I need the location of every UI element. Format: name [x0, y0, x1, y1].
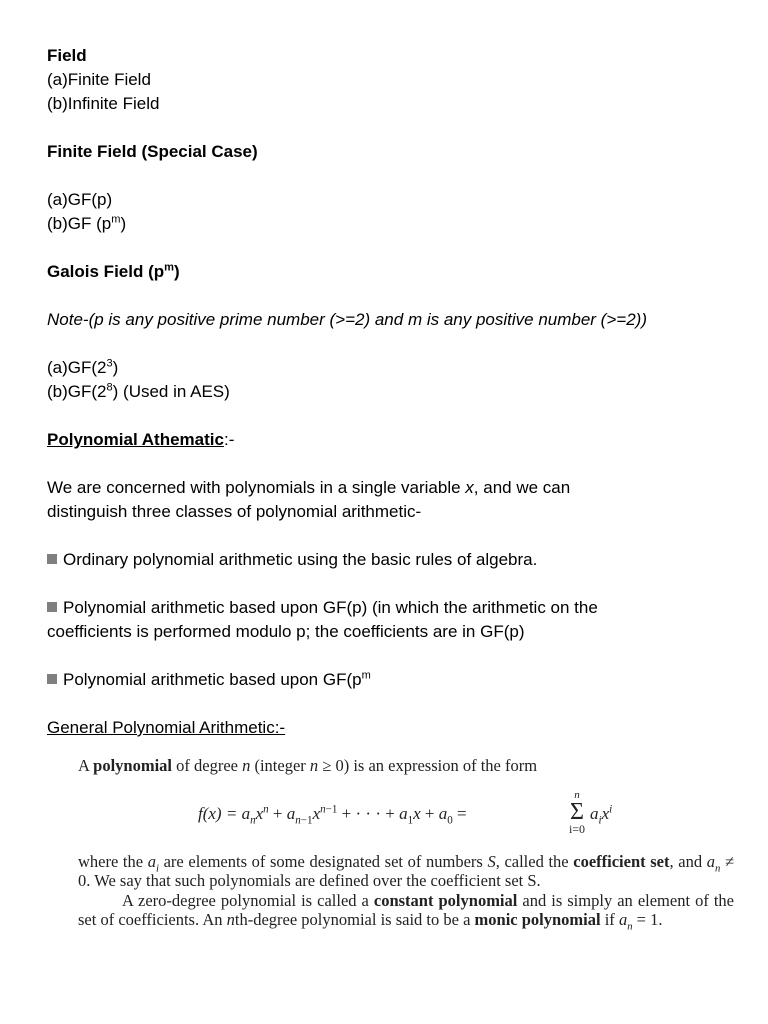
galois-item-gf28: $(b)GF(2^8)$ (Used in AES)	[47, 381, 230, 401]
galois-item-gf23: $(a)GF(2^3)$	[47, 357, 119, 377]
summation-sign: n Σ i=0	[568, 788, 586, 836]
polynomial-formula	[78, 786, 734, 848]
finite-special-heading: Finite Field (Special Case)	[47, 142, 258, 161]
polynomial-intro-line-2: distinguish three classes of polynomial arithmetic-	[47, 502, 422, 521]
field-heading: Field	[47, 46, 87, 65]
constant-monic-paragraph: A zero-degree polynomial is called a constant polynomial and is simply an element of the set of coefficients. An nth-degree polynomial is said to be a monic polynomial if $a_n = 1$.	[78, 890, 734, 933]
polynomial-intro-line-1: We are concerned with polynomials in a single variable x, and we can	[47, 478, 571, 497]
galois-heading: Galois Field $(p^m)$	[47, 261, 180, 281]
general-polynomial-heading: General Polynomial Arithmetic:-	[47, 718, 286, 737]
square-bullet-icon	[47, 674, 57, 684]
field-item-infinite: (b)Infinite Field	[47, 94, 160, 113]
document-body	[47, 44, 737, 740]
bullet-gfpm: Polynomial arithmetic based upon $GF(p^m$	[47, 668, 737, 692]
formula-expansion: $f(x) = a_nx^n + a_{n-1}x^{n-1}$ + · · · + $a_1x + a_0$ =	[198, 802, 467, 826]
bullet-gfp-line-2: coefficients is performed modulo p; the coefficients are in GF(p)	[47, 622, 525, 641]
coefficient-set-paragraph: where the $a_i$ are elements of some designated set of numbers S, called the coefficient set, and $a_n \ne 0$. We say that such polynomials are defined over the coefficient set S.	[78, 851, 735, 890]
square-bullet-icon	[47, 602, 57, 612]
square-bullet-icon	[47, 554, 57, 564]
galois-note: Note-(p is any positive prime number (>=2) and m is any positive number (>=2))	[47, 310, 647, 329]
polynomial-heading: Polynomial Athematic:-	[47, 430, 235, 449]
bullet-ordinary: Ordinary polynomial arithmetic using the basic rules of algebra.	[47, 548, 737, 572]
textbook-excerpt	[78, 756, 735, 933]
polynomial-definition: A polynomial of degree n (integer n ≥ 0) is an expression of the form	[78, 756, 538, 775]
bullet-gfp-line-1: Polynomial arithmetic based upon GF(p) (in which the arithmetic on the	[47, 596, 737, 620]
field-item-finite: (a)Finite Field	[47, 70, 151, 89]
summation-term: $a_ix^i$	[590, 802, 613, 826]
finite-special-item-gfpm: (b)GF $(p^m)$	[47, 213, 127, 233]
finite-special-item-gfp: (a)GF(p)	[47, 190, 113, 209]
